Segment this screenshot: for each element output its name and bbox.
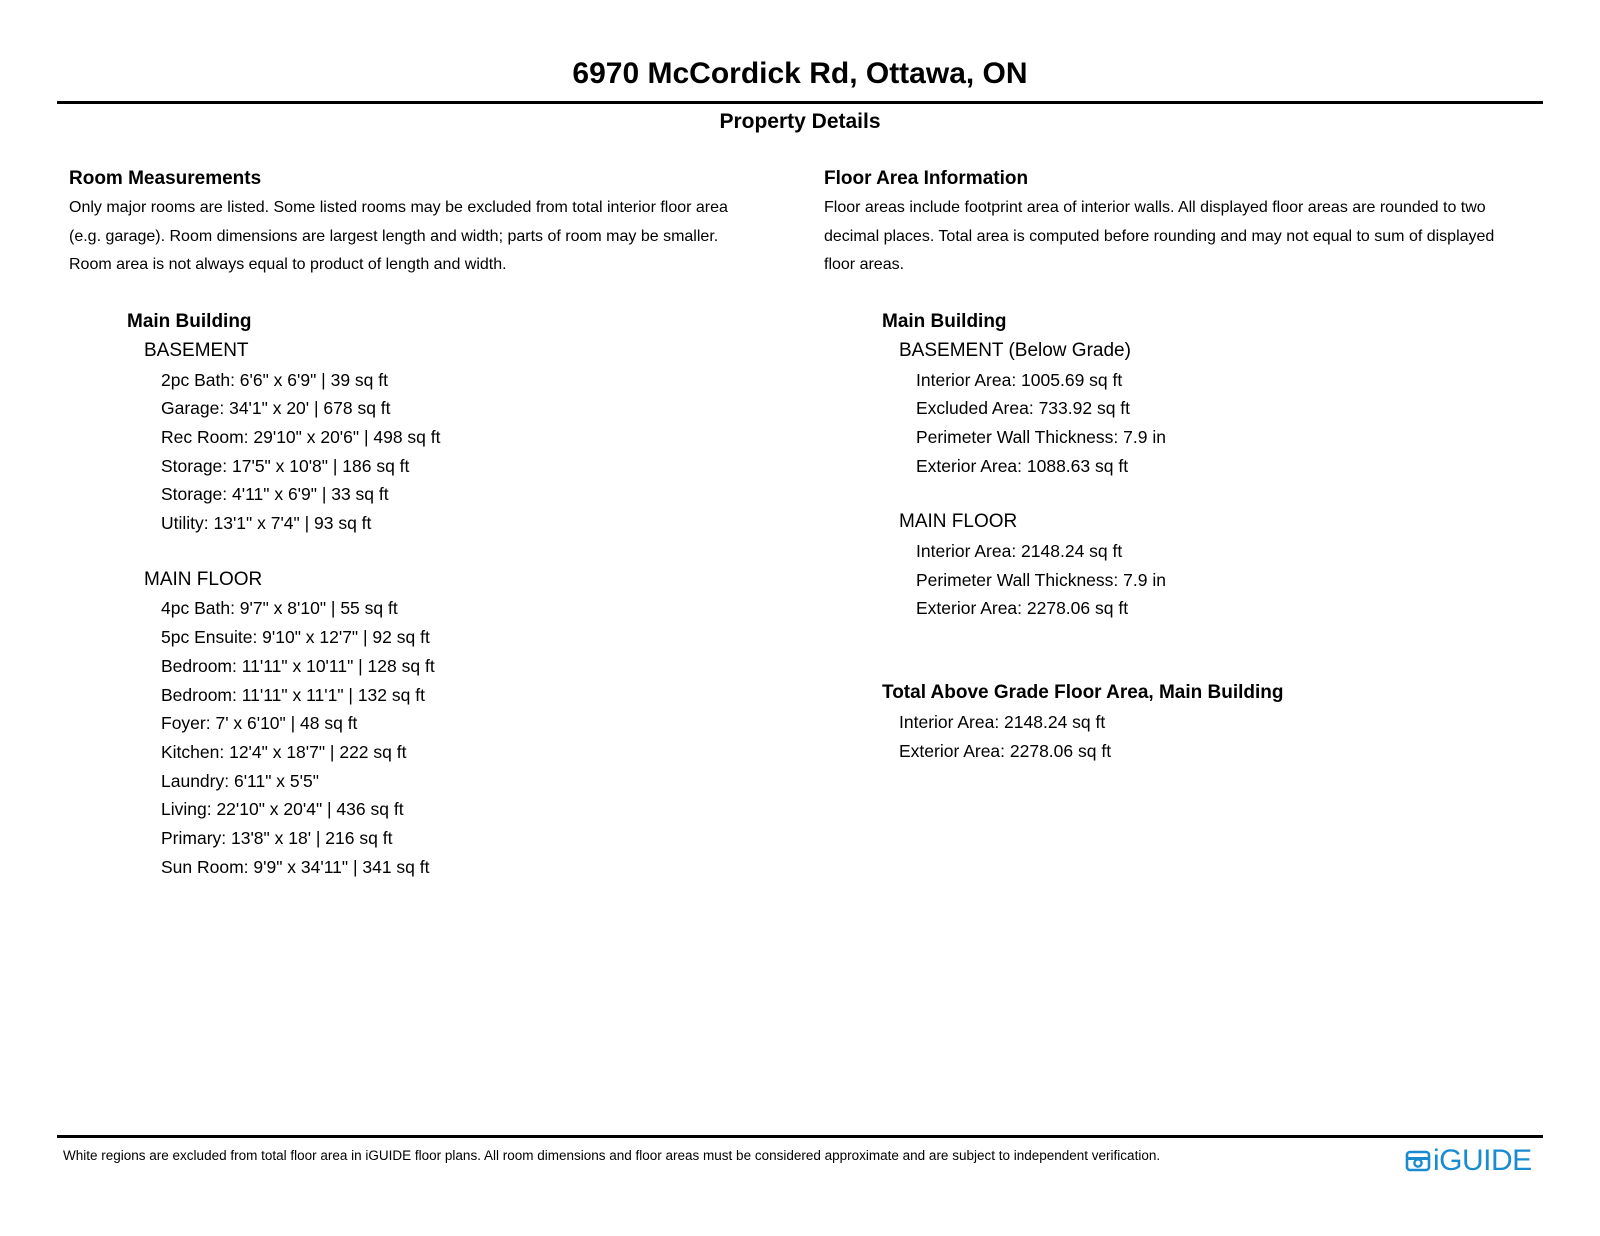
total-area-item: Exterior Area: 2278.06 sq ft [899,740,1112,761]
room-item: Primary: 13'8" x 18' | 216 sq ft [161,828,393,849]
footer-disclaimer: White regions are excluded from total floor area in iGUIDE floor plans. All room dimensions and floor areas must be considered approximate and are subject to independent verification. [63,1148,1161,1163]
room-item: Sun Room: 9'9" x 34'11" | 341 sq ft [161,856,430,877]
floor-name-main-floor: MAIN FLOOR [144,568,263,590]
room-item: 5pc Ensuite: 9'10" x 12'7" | 92 sq ft [161,627,430,648]
area-item: Interior Area: 1005.69 sq ft [916,369,1123,390]
floor-name-basement: BASEMENT [144,339,249,361]
floor-name-main-floor: MAIN FLOOR [899,511,1018,533]
area-item: Perimeter Wall Thickness: 7.9 in [916,569,1166,590]
footer-rule [57,1135,1543,1138]
room-item: Foyer: 7' x 6'10" | 48 sq ft [161,713,358,734]
area-item: Exterior Area: 1088.63 sq ft [916,455,1129,476]
total-area-heading: Total Above Grade Floor Area, Main Building [882,682,1284,704]
floor-area-note-line: decimal places. Total area is computed before rounding and may not equal to sum of displayed [824,227,1495,245]
floor-area-note-line: Floor areas include footprint area of interior walls. All displayed floor areas are rounded to two [824,199,1486,216]
room-item: 4pc Bath: 9'7" x 8'10" | 55 sq ft [161,598,398,619]
area-item: Excluded Area: 733.92 sq ft [916,398,1131,419]
title-rule [57,101,1543,104]
room-item: Utility: 13'1" x 7'4" | 93 sq ft [161,513,372,534]
room-item: Kitchen: 12'4" x 18'7" | 222 sq ft [161,741,407,762]
floor-area-heading: Floor Area Information [824,168,1029,189]
room-measurements-heading: Room Measurements [69,168,262,189]
area-item: Exterior Area: 2278.06 sq ft [916,598,1129,619]
logo-text: iGUIDE [1433,1144,1532,1177]
area-item: Perimeter Wall Thickness: 7.9 in [916,426,1166,447]
room-item: Living: 22'10" x 20'4" | 436 sq ft [161,799,404,820]
floor-name-basement: BASEMENT (Below Grade) [899,339,1131,361]
page-subtitle: Property Details [719,110,881,133]
room-item: Laundry: 6'11" x 5'5" [161,770,319,791]
floor-area-column [824,164,1554,765]
iguide-logo [1405,1146,1532,1176]
room-item: 2pc Bath: 6'6" x 6'9" | 39 sq ft [161,369,388,390]
room-item: Bedroom: 11'11" x 10'11" | 128 sq ft [161,655,435,676]
floor-area-note-line: floor areas. [824,256,905,274]
room-item: Storage: 4'11" x 6'9" | 33 sq ft [161,484,389,505]
total-area-item: Interior Area: 2148.24 sq ft [899,711,1106,732]
room-measurements-column [69,164,789,881]
room-item: Storage: 17'5" x 10'8" | 186 sq ft [161,455,410,476]
page-title: 6970 McCordick Rd, Ottawa, ON [572,57,1028,90]
room-measurements-note-line: (e.g. garage). Room dimensions are largest length and width; parts of room may be smaller. [69,227,719,245]
room-item: Rec Room: 29'10" x 20'6" | 498 sq ft [161,426,441,447]
room-measurements-note-line: Room area is not always equal to product of length and width. [69,256,507,274]
area-item: Interior Area: 2148.24 sq ft [916,541,1123,562]
room-measurements-note-line: Only major rooms are listed. Some listed rooms may be excluded from total interior floor area [69,199,728,216]
room-item: Garage: 34'1" x 20' | 678 sq ft [161,398,391,419]
room-item: Bedroom: 11'11" x 11'1" | 132 sq ft [161,684,425,705]
building-name: Main Building [882,311,1007,333]
building-name: Main Building [127,311,252,333]
iguide-camera-icon [1405,1148,1431,1174]
